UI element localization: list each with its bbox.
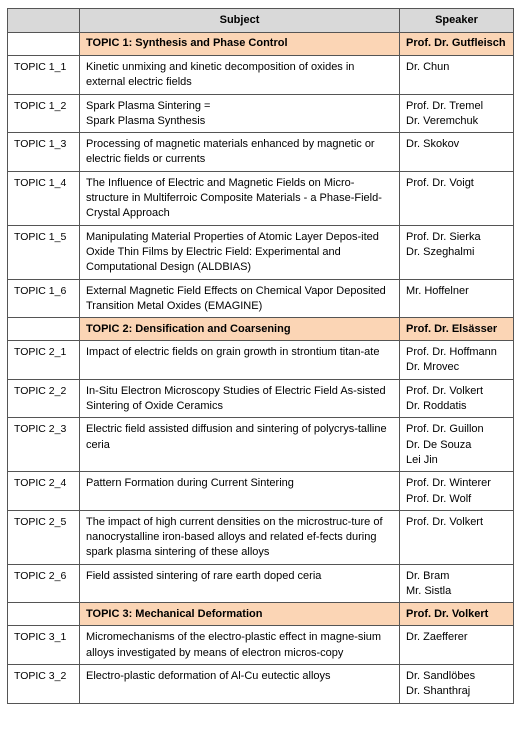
speaker-name: Prof. Dr. Volkert [406,515,484,528]
subject-cell: Electric field assisted diffusion and sintering of polycrys-talline ceria [80,418,400,472]
speaker-cell [400,341,514,380]
speaker-name: Prof. Dr. Volkert [406,384,484,397]
topic-code [8,318,80,341]
topic-code: TOPIC 2_1 [8,341,80,380]
subject-cell: Manipulating Material Properties of Atomic Layer Depos-ited Oxide Thin Films by Electric Field: Experimental and Computational Design (ALDBIAS) [80,225,400,279]
topic-code: TOPIC 1_3 [8,133,80,172]
topic-code: TOPIC 2_2 [8,379,80,418]
subject-cell: Field assisted sintering of rare earth doped ceria [80,564,400,603]
speaker-cell [400,564,514,603]
topic-code: TOPIC 2_5 [8,510,80,564]
speaker-name: Mr. Sistla [406,585,452,598]
topic-code: TOPIC 2_6 [8,564,80,603]
speaker-name: Dr. Mrovec [406,361,460,374]
table-row [8,626,514,665]
table-row [8,379,514,418]
speaker-name: Dr. Shanthraj [406,685,471,698]
topic-heading-row [8,318,514,341]
table-row [8,94,514,133]
speaker-name: Prof. Dr. Winterer [406,477,491,490]
speaker-name: Dr. Roddatis [406,400,467,413]
table-row [8,418,514,472]
topic-code [8,603,80,626]
speaker-cell [400,418,514,472]
header-code [8,9,80,33]
topic-heading-row [8,33,514,56]
topic-code: TOPIC 3_2 [8,664,80,703]
speaker-name: Prof. Dr. Hoffmann [406,346,497,359]
speaker-name: Prof. Dr. Gutfleisch [406,37,506,50]
table-row [8,171,514,225]
topic-code: TOPIC 1_1 [8,56,80,95]
subject-cell: The Influence of Electric and Magnetic Fields on Micro-structure in Multiferroic Composite Materials - a Phase-Field-Crystal Approach [80,171,400,225]
speaker-name: Dr. De Souza [406,438,472,451]
speaker-cell [400,279,514,318]
subject-cell: TOPIC 1: Synthesis and Phase Control [80,33,400,56]
speaker-cell [400,225,514,279]
speaker-name: Prof. Dr. Tremel [406,99,484,112]
topic-code [8,33,80,56]
table-row [8,56,514,95]
table-row [8,341,514,380]
speaker-name: Prof. Dr. Wolf [406,492,472,505]
topic-code: TOPIC 1_5 [8,225,80,279]
speaker-cell [400,626,514,665]
speaker-name: Dr. Chun [406,61,450,73]
topic-heading-row [8,603,514,626]
table-row [8,225,514,279]
topic-code: TOPIC 1_6 [8,279,80,318]
speaker-cell [400,510,514,564]
table-row [8,564,514,603]
table-row [8,472,514,511]
speaker-cell [400,318,514,341]
subject-cell: Spark Plasma Sintering = Spark Plasma Synthesis [80,94,400,133]
speaker-name: Dr. Veremchuk [406,114,479,127]
topic-code: TOPIC 1_4 [8,171,80,225]
speaker-name: Prof. Dr. Guillon [406,423,484,436]
subject-cell: External Magnetic Field Effects on Chemical Vapor Deposited Transition Metal Oxides (EMAGINE) [80,279,400,318]
speaker-name: Prof. Dr. Sierka [406,230,481,243]
speaker-name: Dr. Zaefferer [406,631,468,644]
speaker-cell [400,56,514,95]
speaker-cell [400,33,514,56]
subject-cell: TOPIC 2: Densification and Coarsening [80,318,400,341]
subject-cell: The impact of high current densities on the microstruc-ture of nanocrystalline iron-based alloys and related ef-fects during spark plasma sintering of these alloys [80,510,400,564]
speaker-cell [400,603,514,626]
speaker-name: Prof. Dr. Volkert [406,607,489,620]
speaker-cell [400,94,514,133]
speaker-cell [400,664,514,703]
speaker-name: Dr. Skokov [406,138,460,151]
table-row [8,279,514,318]
topic-code: TOPIC 3_1 [8,626,80,665]
table-row [8,133,514,172]
subject-cell: Pattern Formation during Current Sintering [80,472,400,511]
table-row [8,664,514,703]
speaker-name: Mr. Hoffelner [406,284,469,297]
subject-cell: Kinetic unmixing and kinetic decomposition of oxides in external electric fields [80,56,400,95]
subject-cell: TOPIC 3: Mechanical Deformation [80,603,400,626]
header-row [8,9,514,33]
speaker-name: Dr. Sandlöbes [406,669,476,682]
header-speaker: Speaker [400,9,514,33]
subject-cell: Processing of magnetic materials enhanced by magnetic or electric fields or currents [80,133,400,172]
topics-table [7,8,514,704]
topic-code: TOPIC 2_3 [8,418,80,472]
speaker-name: Dr. Szeghalmi [406,245,475,258]
speaker-cell [400,171,514,225]
speaker-name: Dr. Bram [406,569,450,582]
speaker-name: Prof. Dr. Voigt [406,176,474,189]
speaker-cell [400,133,514,172]
table-row [8,510,514,564]
subject-cell: Electro-plastic deformation of Al-Cu eutectic alloys [80,664,400,703]
header-subject: Subject [80,9,400,33]
speaker-cell [400,379,514,418]
speaker-cell [400,472,514,511]
subject-cell: In-Situ Electron Microscopy Studies of Electric Field As-sisted Sintering of Oxide Ceramics [80,379,400,418]
speaker-name: Prof. Dr. Elsässer [406,322,498,335]
speaker-name: Lei Jin [406,453,438,466]
topic-code: TOPIC 1_2 [8,94,80,133]
topic-code: TOPIC 2_4 [8,472,80,511]
table-body [8,33,514,704]
subject-cell: Impact of electric fields on grain growth in strontium titan-ate [80,341,400,380]
subject-cell: Micromechanisms of the electro-plastic effect in magne-sium alloys investigated by means of electron micros-copy [80,626,400,665]
